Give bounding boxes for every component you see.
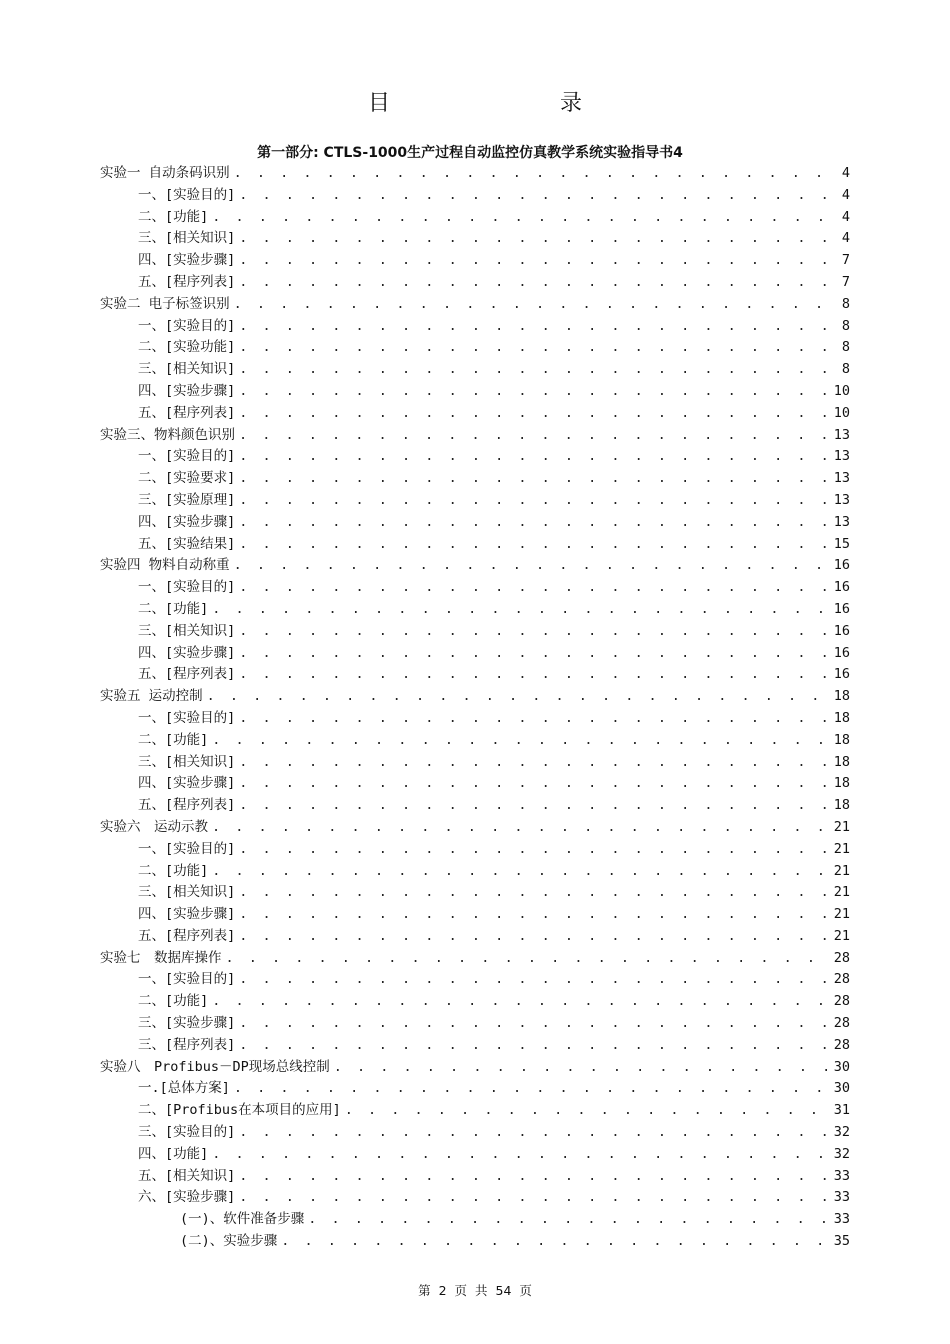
toc-entry-label: 二、[功能]	[138, 731, 209, 748]
toc-entry-page-number: 18	[833, 753, 850, 770]
toc-entry-label: 实验四 物料自动称重	[100, 557, 230, 574]
toc-entry[interactable]	[100, 730, 850, 752]
toc-entry-page-number: 30	[833, 1080, 850, 1097]
toc-entry-page-number: 13	[833, 513, 850, 530]
toc-entry-label: 三、[实验原理]	[138, 491, 236, 508]
footer-current-page: 2	[438, 1283, 447, 1298]
toc-entry-label: 五、[程序列表]	[138, 273, 236, 290]
toc-dot-leader	[212, 991, 827, 1013]
toc-dot-leader	[207, 686, 828, 708]
toc-entry-page-number: 10	[833, 382, 850, 399]
toc-entry-label: 二、[功能]	[138, 600, 209, 617]
toc-entry-page-number: 33	[833, 1167, 850, 1184]
toc-entry-page-number: 16	[833, 579, 850, 596]
toc-entry-page-number: 8	[841, 361, 850, 378]
toc-entry-page-number: 15	[833, 535, 850, 552]
toc-entry-page-number: 13	[833, 491, 850, 508]
footer-total-prefix: 共	[475, 1283, 488, 1298]
toc-entry-label: 五、[相关知识]	[138, 1167, 236, 1184]
toc-dot-leader	[234, 555, 828, 577]
toc-dot-leader	[234, 1078, 828, 1100]
table-of-contents	[100, 163, 850, 1253]
toc-entry-page-number: 16	[833, 622, 850, 639]
toc-entry[interactable]	[100, 403, 850, 425]
toc-entry-label: 四、[功能]	[138, 1145, 209, 1162]
toc-entry-page-number: 16	[833, 600, 850, 617]
toc-dot-leader	[239, 185, 830, 207]
toc-entry[interactable]	[100, 555, 850, 577]
toc-entry-label: 一、[实验目的]	[138, 186, 236, 203]
toc-entry-label: 五、[实验结果]	[138, 535, 236, 552]
toc-entry-label: 二、[功能]	[138, 208, 209, 225]
toc-entry[interactable]	[100, 1100, 850, 1122]
toc-dot-leader	[239, 512, 827, 534]
toc-entry-page-number: 28	[833, 949, 850, 966]
toc-entry-page-number: 10	[833, 404, 850, 421]
toc-dot-leader	[239, 1035, 827, 1057]
toc-dot-leader	[239, 773, 827, 795]
toc-dot-leader	[239, 904, 827, 926]
toc-entry-page-number: 31	[833, 1102, 850, 1119]
toc-dot-leader	[239, 643, 827, 665]
footer-page-word: 页	[454, 1283, 468, 1298]
toc-dot-leader	[281, 1231, 827, 1253]
page-title: 目 录	[367, 91, 624, 116]
toc-entry-label: 一、[实验目的]	[138, 709, 236, 726]
toc-entry[interactable]	[100, 250, 850, 272]
toc-dot-leader	[239, 752, 827, 774]
toc-entry[interactable]	[100, 795, 850, 817]
toc-dot-leader	[239, 534, 827, 556]
toc-entry[interactable]	[100, 664, 850, 686]
toc-entry-label: 四、[实验步骤]	[138, 513, 236, 530]
toc-entry-page-number: 21	[833, 862, 850, 879]
toc-dot-leader	[212, 599, 827, 621]
toc-entry-label: 一、[实验目的]	[138, 579, 236, 596]
toc-entry-page-number: 28	[833, 993, 850, 1010]
toc-entry[interactable]	[100, 882, 850, 904]
toc-entry-page-number: 16	[833, 557, 850, 574]
toc-dot-leader	[239, 337, 830, 359]
toc-entry-page-number: 21	[833, 884, 850, 901]
toc-entry-page-number: 13	[833, 448, 850, 465]
toc-entry-label: 实验六 运动示教	[100, 818, 208, 835]
toc-entry-label: 四、[实验步骤]	[138, 775, 236, 792]
toc-entry-page-number: 8	[841, 317, 850, 334]
toc-entry[interactable]	[100, 294, 850, 316]
footer-total-pages: 54	[495, 1283, 512, 1298]
toc-entry-page-number: 7	[841, 252, 850, 269]
toc-entry-page-number: 18	[833, 688, 850, 705]
toc-entry-page-number: 13	[833, 426, 850, 443]
toc-entry[interactable]	[100, 599, 850, 621]
toc-dot-leader	[239, 577, 827, 599]
toc-entry-page-number: 28	[833, 971, 850, 988]
toc-entry-page-number: 8	[841, 295, 850, 312]
toc-entry-page-number: 18	[833, 775, 850, 792]
toc-entry-label: 实验三、物料颜色识别	[100, 426, 235, 443]
toc-dot-leader	[239, 468, 827, 490]
toc-dot-leader	[212, 730, 827, 752]
toc-dot-leader	[239, 228, 830, 250]
toc-entry[interactable]	[100, 991, 850, 1013]
toc-dot-leader	[239, 1166, 827, 1188]
toc-dot-leader	[212, 861, 827, 883]
toc-entry-label: 四、[实验步骤]	[138, 644, 236, 661]
toc-entry-page-number: 8	[841, 339, 850, 356]
toc-entry[interactable]	[100, 773, 850, 795]
toc-entry-label: 四、[实验步骤]	[138, 382, 236, 399]
toc-entry-label: 实验七 数据库操作	[100, 949, 222, 966]
toc-entry-label: 实验二 电子标签识别	[100, 295, 230, 312]
toc-dot-leader	[239, 926, 827, 948]
toc-entry-label: 三、[相关知识]	[138, 361, 236, 378]
toc-entry-page-number: 28	[833, 1015, 850, 1032]
toc-entry-page-number: 13	[833, 470, 850, 487]
toc-dot-leader	[308, 1209, 827, 1231]
toc-entry-label: 一、[实验目的]	[138, 317, 236, 334]
toc-entry-label: 二、[实验功能]	[138, 339, 236, 356]
toc-entry-label: 五、[程序列表]	[138, 927, 236, 944]
toc-entry[interactable]	[100, 839, 850, 861]
part-heading: 第一部分: CTLS-1000生产过程自动监控仿真教学系统实验指导书4	[257, 145, 683, 161]
toc-entry[interactable]	[100, 468, 850, 490]
toc-entry-label: 三、[相关知识]	[138, 884, 236, 901]
toc-entry[interactable]	[100, 904, 850, 926]
toc-entry-label: 五、[程序列表]	[138, 666, 236, 683]
toc-entry[interactable]	[100, 686, 850, 708]
toc-entry[interactable]	[100, 272, 850, 294]
toc-entry-page-number: 4	[841, 165, 850, 181]
toc-entry-page-number: 4	[841, 208, 850, 225]
toc-entry-label: (一)、软件准备步骤	[180, 1211, 305, 1228]
toc-entry[interactable]	[100, 337, 850, 359]
toc-dot-leader	[234, 163, 830, 185]
page-footer	[0, 1281, 950, 1299]
toc-entry-label: 实验八 Profibus－DP现场总线控制	[100, 1058, 330, 1075]
toc-entry-label: 五、[程序列表]	[138, 404, 236, 421]
toc-entry[interactable]	[100, 643, 850, 665]
toc-dot-leader	[334, 1057, 828, 1079]
toc-entry-label: 一、[实验目的]	[138, 840, 236, 857]
toc-entry[interactable]	[100, 207, 850, 229]
toc-dot-leader	[239, 1122, 827, 1144]
toc-entry-page-number: 33	[833, 1211, 850, 1228]
toc-entry[interactable]	[100, 185, 850, 207]
toc-dot-leader	[239, 359, 830, 381]
toc-entry[interactable]	[100, 969, 850, 991]
toc-entry-page-number: 32	[833, 1145, 850, 1162]
toc-entry-page-number: 18	[833, 709, 850, 726]
toc-entry[interactable]	[100, 359, 850, 381]
toc-entry[interactable]	[100, 1035, 850, 1057]
toc-dot-leader	[239, 664, 827, 686]
toc-dot-leader	[212, 817, 828, 839]
toc-entry-page-number: 21	[833, 818, 850, 835]
toc-entry-label: 实验一 自动条码识别	[100, 165, 230, 181]
toc-dot-leader	[239, 250, 830, 272]
toc-dot-leader	[212, 1144, 827, 1166]
toc-entry-page-number: 4	[841, 230, 850, 247]
toc-dot-leader	[239, 1187, 827, 1209]
toc-entry[interactable]	[100, 381, 850, 403]
toc-entry[interactable]	[100, 577, 850, 599]
toc-entry[interactable]	[100, 1166, 850, 1188]
toc-entry-page-number: 21	[833, 927, 850, 944]
toc-entry[interactable]	[100, 425, 850, 447]
toc-entry[interactable]	[100, 1187, 850, 1209]
toc-entry-label: 三、[相关知识]	[138, 753, 236, 770]
toc-entry-label: 一、[实验目的]	[138, 971, 236, 988]
toc-dot-leader	[239, 839, 827, 861]
toc-entry-page-number: 16	[833, 666, 850, 683]
toc-entry[interactable]	[100, 490, 850, 512]
footer-prefix: 第	[418, 1283, 431, 1298]
toc-entry-page-number: 30	[833, 1058, 850, 1075]
toc-entry[interactable]	[100, 926, 850, 948]
toc-entry-label: 六、[实验步骤]	[138, 1189, 236, 1206]
toc-entry-page-number: 32	[833, 1124, 850, 1141]
toc-dot-leader	[212, 207, 830, 229]
toc-entry-label: 二、[功能]	[138, 862, 209, 879]
toc-entry[interactable]	[100, 446, 850, 468]
toc-dot-leader	[226, 948, 828, 970]
toc-entry-page-number: 33	[833, 1189, 850, 1206]
toc-entry-page-number: 28	[833, 1036, 850, 1053]
toc-entry-page-number: 16	[833, 644, 850, 661]
toc-entry-label: 二、[Profibus在本项目的应用]	[138, 1102, 341, 1119]
toc-entry-label: 三、[相关知识]	[138, 230, 236, 247]
toc-entry-label: 二、[实验要求]	[138, 470, 236, 487]
toc-entry-label: 四、[实验步骤]	[138, 252, 236, 269]
toc-entry-label: 二、[功能]	[138, 993, 209, 1010]
footer-page-word-end: 页	[519, 1283, 532, 1298]
toc-entry[interactable]	[100, 1231, 850, 1253]
toc-entry-label: 五、[程序列表]	[138, 797, 236, 814]
toc-entry-page-number: 35	[833, 1233, 850, 1250]
toc-dot-leader	[239, 969, 827, 991]
toc-entry-label: (二)、实验步骤	[180, 1233, 278, 1250]
toc-dot-leader	[239, 272, 830, 294]
toc-entry[interactable]	[100, 1144, 850, 1166]
toc-entry-label: 三、[实验步骤]	[138, 1015, 236, 1032]
toc-dot-leader	[239, 425, 828, 447]
toc-entry[interactable]	[100, 512, 850, 534]
toc-entry-page-number: 21	[833, 840, 850, 857]
toc-entry[interactable]	[100, 621, 850, 643]
toc-dot-leader	[239, 446, 827, 468]
toc-entry-page-number: 18	[833, 731, 850, 748]
toc-entry-page-number: 18	[833, 797, 850, 814]
toc-dot-leader	[239, 882, 827, 904]
toc-entry-label: 一、[实验目的]	[138, 448, 236, 465]
toc-entry-label: 三、[实验目的]	[138, 1124, 236, 1141]
toc-dot-leader	[345, 1100, 828, 1122]
toc-entry-label: 四、[实验步骤]	[138, 906, 236, 923]
toc-entry-label: 实验五 运动控制	[100, 688, 203, 705]
toc-entry-page-number: 7	[841, 273, 850, 290]
toc-dot-leader	[239, 708, 827, 730]
toc-entry[interactable]	[100, 752, 850, 774]
toc-dot-leader	[239, 316, 830, 338]
toc-entry-label: 一.[总体方案]	[138, 1080, 230, 1097]
toc-entry-label: 三、[程序列表]	[138, 1036, 236, 1053]
toc-dot-leader	[239, 621, 827, 643]
toc-entry-page-number: 4	[841, 186, 850, 203]
toc-entry[interactable]	[100, 708, 850, 730]
toc-entry[interactable]	[100, 817, 850, 839]
toc-entry[interactable]	[100, 228, 850, 250]
toc-dot-leader	[234, 294, 830, 316]
toc-entry[interactable]	[100, 1209, 850, 1231]
toc-dot-leader	[239, 795, 827, 817]
toc-dot-leader	[239, 490, 827, 512]
toc-entry-label: 三、[相关知识]	[138, 622, 236, 639]
toc-entry[interactable]	[100, 163, 850, 185]
toc-entry[interactable]	[100, 861, 850, 883]
toc-entry[interactable]	[100, 1057, 850, 1079]
toc-dot-leader	[239, 381, 827, 403]
toc-dot-leader	[239, 1013, 827, 1035]
toc-entry[interactable]	[100, 1122, 850, 1144]
toc-dot-leader	[239, 403, 827, 425]
toc-entry[interactable]	[100, 948, 850, 970]
toc-entry[interactable]	[100, 534, 850, 556]
toc-entry[interactable]	[100, 1013, 850, 1035]
toc-entry[interactable]	[100, 1078, 850, 1100]
toc-entry[interactable]	[100, 316, 850, 338]
toc-entry-page-number: 21	[833, 906, 850, 923]
